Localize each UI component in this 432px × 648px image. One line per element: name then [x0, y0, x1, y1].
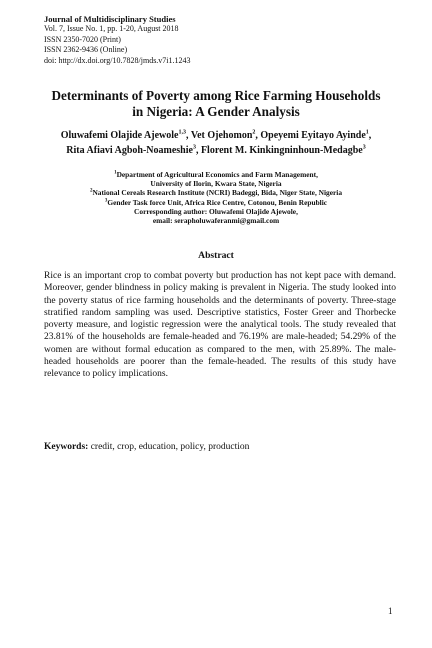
author-line-2 [24, 143, 408, 158]
affiliation-mark: 3 [104, 198, 108, 204]
affiliation-mark: 2 [89, 188, 93, 194]
keywords-label: Keywords: [44, 442, 89, 452]
page-number: 1 [388, 606, 393, 616]
journal-header [44, 14, 191, 66]
author-list [24, 128, 408, 158]
author-line-1 [24, 128, 408, 143]
author-name: Opeyemi Eyitayo Ayinde [260, 130, 366, 141]
affiliation-1-line-1 [40, 170, 392, 179]
author-separator: , [185, 130, 191, 141]
author-affiliation-mark: 3 [362, 144, 366, 151]
keywords-text: credit, crop, education, policy, production [90, 442, 250, 452]
author-separator: , [368, 130, 372, 141]
keywords [44, 442, 396, 452]
author-affiliation-mark: 1,3 [178, 129, 186, 136]
affiliation-2 [40, 188, 392, 197]
abstract-heading: Abstract [198, 250, 234, 261]
corresponding-author: Corresponding author: Oluwafemi Olajide Ajewole, [134, 206, 298, 216]
author-name: Florent M. Kinkingninhoun-Medagbe [200, 145, 363, 156]
affiliation-3 [40, 198, 392, 207]
affiliation-text: Gender Task force Unit, Africa Rice Centre, Cotonou, Benin Republic [107, 197, 328, 207]
journal-doi: doi: http://dx.doi.org/10.7828/jmds.v7i1.1243 [44, 55, 191, 65]
corresponding-email: email: serapholuwaferanmi@gmail.com [152, 216, 280, 226]
paper-title-line-1: Determinants of Poverty among Rice Farming Households [51, 88, 381, 103]
journal-issn-print: ISSN 2350-7020 (Print) [44, 34, 121, 44]
affiliation-text: National Cereals Research Institute (NCRI) Badeggi, Bida, Niger State, Nigeria [92, 188, 343, 198]
paper-title-line-2: in Nigeria: A Gender Analysis [132, 104, 300, 119]
affiliation-1-line-2: University of Ilorin, Kwara State, Nigeria [150, 179, 282, 189]
author-affiliation-mark: 2 [252, 129, 256, 136]
author-name: Oluwafemi Olajide Ajewole [60, 130, 179, 141]
author-separator: , [195, 145, 201, 156]
affiliation-text: Department of Agricultural Economics and Farm Management, [116, 170, 318, 179]
journal-volume: Vol. 7, Issue No. 1, pp. 1-20, August 2018 [44, 24, 179, 34]
journal-name: Journal of Multidisciplinary Studies [44, 14, 176, 24]
author-name: Vet Ojehomon [190, 130, 253, 141]
journal-issn-online: ISSN 2362-9436 (Online) [44, 45, 128, 55]
author-separator: , [255, 130, 261, 141]
affiliations [40, 170, 392, 225]
author-affiliation-mark: 3 [192, 144, 196, 151]
author-affiliation-mark: 1 [365, 129, 369, 136]
paper-title [30, 88, 402, 120]
abstract-body: Rice is an important crop to combat poverty but production has not kept pace with demand. Moreover, gender blindness in policy making is prevalent in Nigeria. The study looked into the poverty status of rice farming households and the determinants of poverty. Three-stage stratified random sampling was used. Descriptive statistics, Foster Greer and Thorbecke poverty measure, and logistic regression were the analytical tools. The study revealed that 23.81% of the households are female-headed and 76.19% are male-headed; 54.29% of the women are without formal education as compared to the men, with 25.89%. The male-headed households are poorer than the female-headed. The results of this study have relevance to policy implications. [44, 271, 396, 380]
affiliation-mark: 1 [114, 170, 117, 176]
author-name: Rita Afiavi Agboh-Noameshie [66, 145, 193, 156]
